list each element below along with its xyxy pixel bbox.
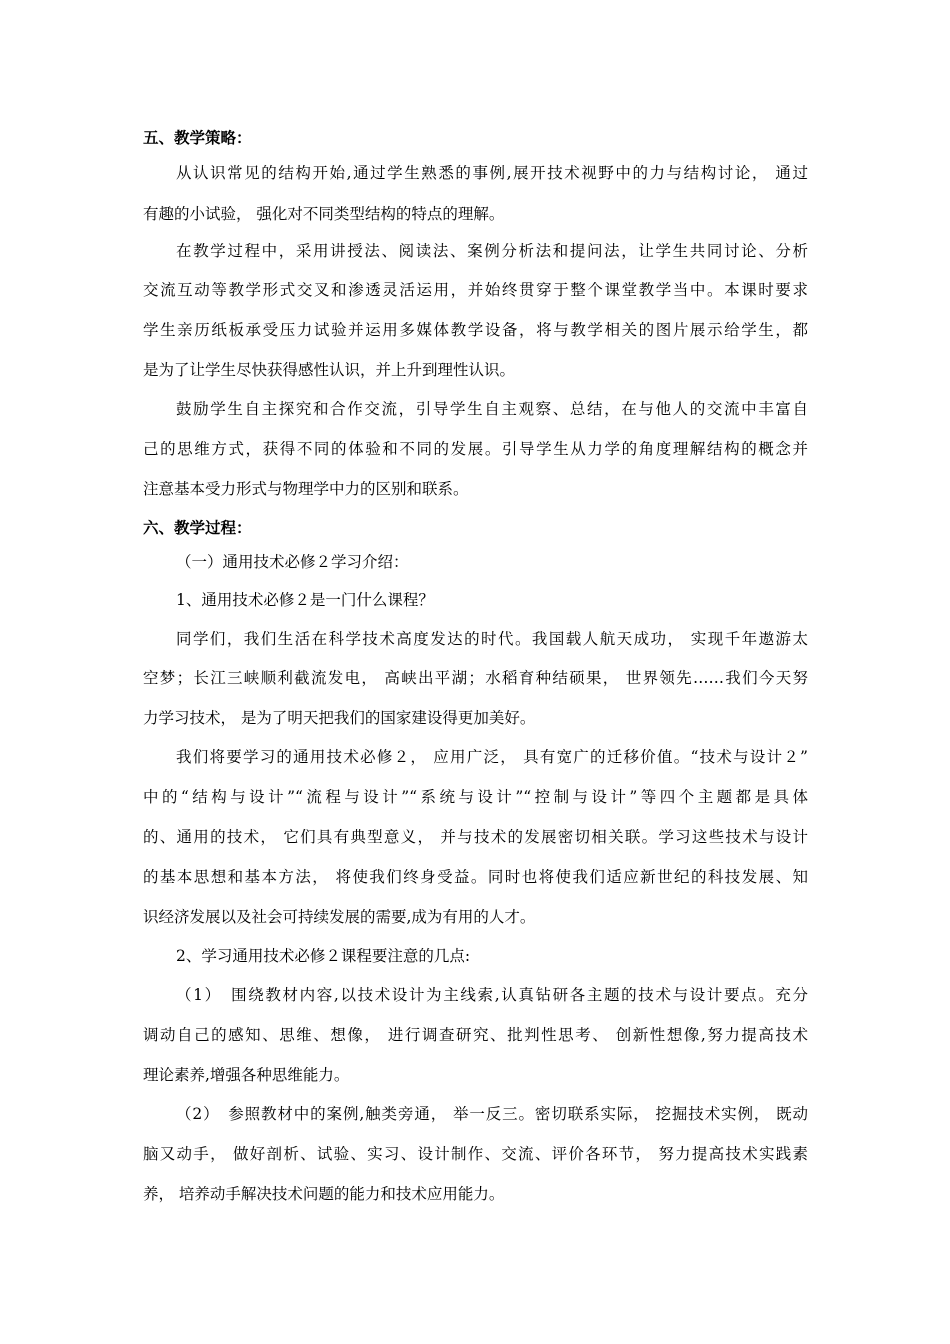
paragraph-line: 空梦；长江三峡顺利截流发电， 高峡出平湖；水稻育种结硕果， 世界领先……我们今天努 (143, 669, 808, 687)
paragraph-line: 学生亲历纸板承受压力试验并运用多媒体教学设备，将与教学相关的图片展示给学生，都 (143, 321, 808, 339)
paragraph-line: 是为了让学生尽快获得感性认识，并上升到理性认识。 (143, 361, 516, 379)
section-heading-process: 六、教学过程： (143, 519, 252, 537)
list-item-line: 脑又动手， 做好剖析、试验、实习、设计制作、交流、评价各环节， 努力提高技术实践素 (143, 1145, 808, 1163)
paragraph-line: 中的“结构与设计”“流程与设计”“系统与设计”“控制与设计”等四个主题都是具体 (143, 788, 808, 806)
list-item-line: 调动自己的感知、思维、想像， 进行调查研究、批判性思考、 创新性想像,努力提高技术 (143, 1026, 808, 1044)
paragraph-line: 的基本思想和基本方法， 将使我们终身受益。同时也将使我们适应新世纪的科技发展、知 (143, 868, 808, 886)
paragraph-line: 注意基本受力形式与物理学中力的区别和联系。 (143, 480, 469, 498)
paragraph-line: 有趣的小试验， 强化对不同类型结构的特点的理解。 (143, 205, 505, 223)
paragraph-line: 交流互动等教学形式交叉和渗透灵活运用，并始终贯穿于整个课堂教学当中。本课时要求 (143, 281, 808, 299)
list-item-line: （1） 围绕教材内容,以技术设计为主线索,认真钻研各主题的技术与设计要点。充分 (176, 986, 808, 1004)
paragraph-line: 的、通用的技术， 它们具有典型意义， 并与技术的发展密切相关联。学习这些技术与设计 (143, 828, 808, 846)
paragraph-line: 在教学过程中，采用讲授法、阅读法、案例分析法和提问法，让学生共同讨论、分析 (176, 242, 808, 260)
paragraph-line: 鼓励学生自主探究和合作交流，引导学生自主观察、总结，在与他人的交流中丰富自 (176, 400, 808, 418)
paragraph-line: 力学习技术， 是为了明天把我们的国家建设得更加美好。 (143, 709, 536, 727)
paragraph-line: 同学们，我们生活在科学技术高度发达的时代。我国载人航天成功， 实现千年遨游太 (176, 630, 808, 648)
question-heading: 1、通用技术必修２是一门什么课程？ (176, 591, 434, 609)
paragraph-line: 己的思维方式，获得不同的体验和不同的发展。引导学生从力学的角度理解结构的概念并 (143, 440, 808, 458)
subsection-heading: （一）通用技术必修２学习介绍： (176, 553, 409, 571)
paragraph-line: 从认识常见的结构开始,通过学生熟悉的事例,展开技术视野中的力与结构讨论， 通过 (176, 164, 808, 182)
list-item-line: 理论素养,增强各种思维能力。 (143, 1066, 350, 1084)
paragraph-line: 我们将要学习的通用技术必修２， 应用广泛， 具有宽广的迁移价值。“技术与设计２” (176, 748, 808, 766)
list-item-line: 养， 培养动手解决技术问题的能力和技术应用能力。 (143, 1185, 505, 1203)
paragraph-line: 识经济发展以及社会可持续发展的需要,成为有用的人才。 (143, 908, 536, 926)
question-heading: 2、学习通用技术必修２课程要注意的几点: (176, 947, 471, 965)
section-heading-strategy: 五、教学策略： (143, 129, 252, 147)
list-item-line: （2） 参照教材中的案例,触类旁通， 举一反三。密切联系实际， 挖掘技术实例， 既动 (176, 1105, 808, 1123)
